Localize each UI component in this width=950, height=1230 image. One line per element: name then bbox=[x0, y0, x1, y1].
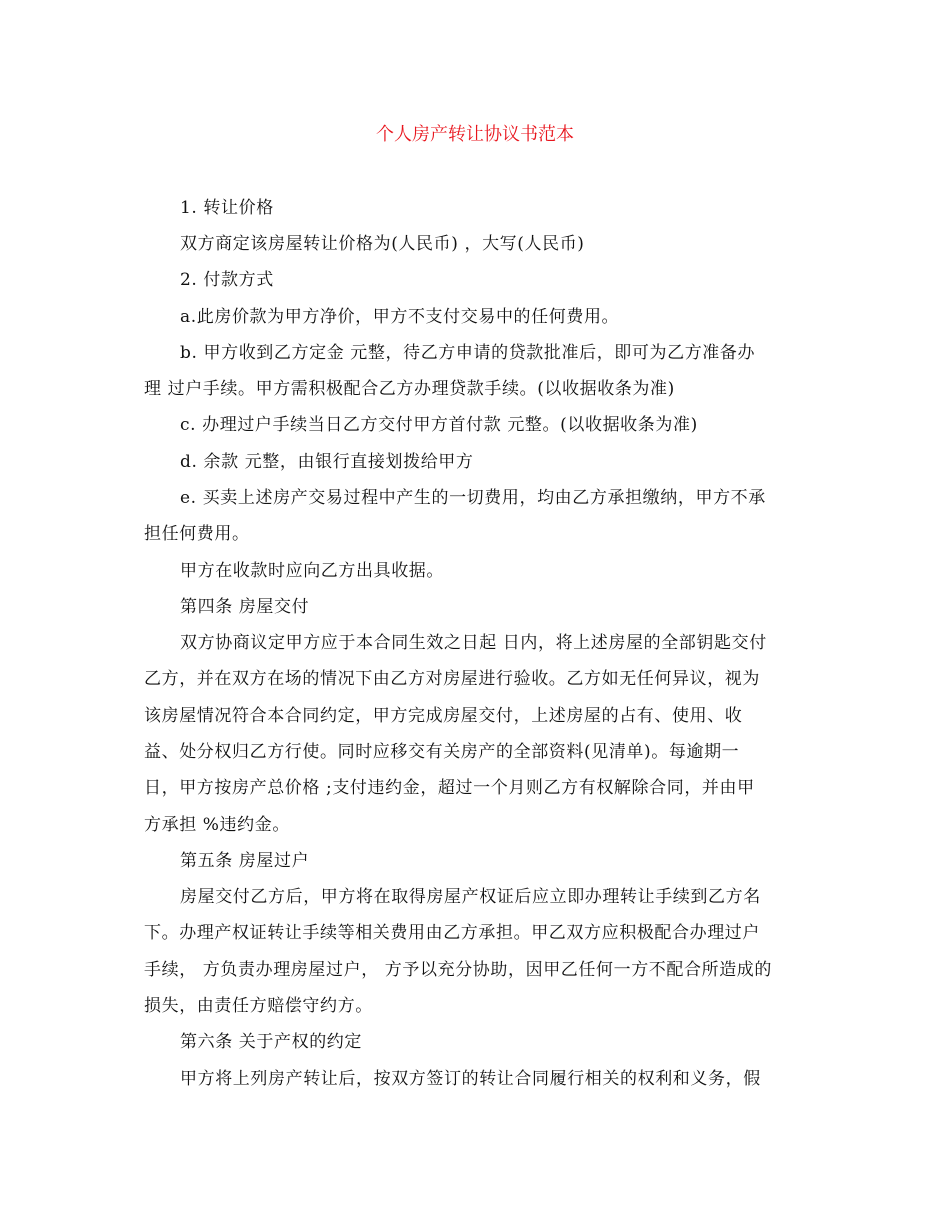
paragraph-line: 手续， 方负责办理房屋过户， 方予以充分协助，因甲乙任何一方不配合所造成的 bbox=[144, 960, 773, 980]
paragraph-line: 担任何费用。 bbox=[144, 524, 250, 544]
document-title: 个人房产转让协议书范本 bbox=[376, 124, 574, 145]
paragraph-line: 甲方将上列房产转让后，按双方签订的转让合同履行相关的权利和义务，假 bbox=[180, 1069, 761, 1089]
paragraph-line: 方承担 %违约金。 bbox=[144, 815, 290, 835]
paragraph-line: 房屋交付乙方后，甲方将在取得房屋产权证后应立即办理转让手续到乙方名 bbox=[180, 887, 761, 907]
paragraph-line: 该房屋情况符合本合同约定，甲方完成房屋交付，上述房屋的占有、使用、收 bbox=[144, 706, 743, 726]
article-heading-6: 第六条 关于产权的约定 bbox=[180, 1032, 363, 1052]
paragraph-line: 日，甲方按房产总价格 ;支付违约金，超过一个月则乙方有权解除合同，并由甲 bbox=[144, 778, 755, 798]
paragraph-line: 甲方在收款时应向乙方出具收据。 bbox=[180, 561, 444, 581]
paragraph-line: c. 办理过户手续当日乙方交付甲方首付款 元整。(以收据收条为准) bbox=[180, 415, 698, 435]
paragraph-line: a.此房价款为甲方净价，甲方不支付交易中的任何费用。 bbox=[180, 307, 620, 327]
paragraph-line: 理 过户手续。甲方需积极配合乙方办理贷款手续。(以收据收条为准) bbox=[144, 379, 675, 399]
paragraph-line: d. 余款 元整，由银行直接划拨给甲方 bbox=[180, 452, 474, 472]
section-heading-transfer-price: 1. 转让价格 bbox=[180, 198, 274, 218]
article-heading-5: 第五条 房屋过户 bbox=[180, 851, 310, 871]
paragraph-line: 双方商定该房屋转让价格为(人民币) ，大写(人民币) bbox=[180, 234, 585, 254]
paragraph-line: 损失，由责任方赔偿守约方。 bbox=[144, 996, 373, 1016]
paragraph-line: 双方协商议定甲方应于本合同生效之日起 日内，将上述房屋的全部钥匙交付 bbox=[180, 633, 767, 653]
article-heading-4: 第四条 房屋交付 bbox=[180, 597, 310, 617]
section-heading-payment-method: 2. 付款方式 bbox=[180, 270, 274, 290]
paragraph-line: b. 甲方收到乙方定金 元整，待乙方申请的贷款批准后，即可为乙方准备办 bbox=[180, 343, 756, 363]
paragraph-line: 益、处分权归乙方行使。同时应移交有关房产的全部资料(见清单)。每逾期一 bbox=[144, 742, 740, 762]
paragraph-line: e. 买卖上述房产交易过程中产生的一切费用，均由乙方承担缴纳，甲方不承 bbox=[180, 488, 766, 508]
paragraph-line: 下。办理产权证转让手续等相关费用由乙方承担。甲乙双方应积极配合办理过户 bbox=[144, 923, 760, 943]
paragraph-line: 乙方，并在双方在场的情况下由乙方对房屋进行验收。乙方如无任何异议，视为 bbox=[144, 669, 760, 689]
